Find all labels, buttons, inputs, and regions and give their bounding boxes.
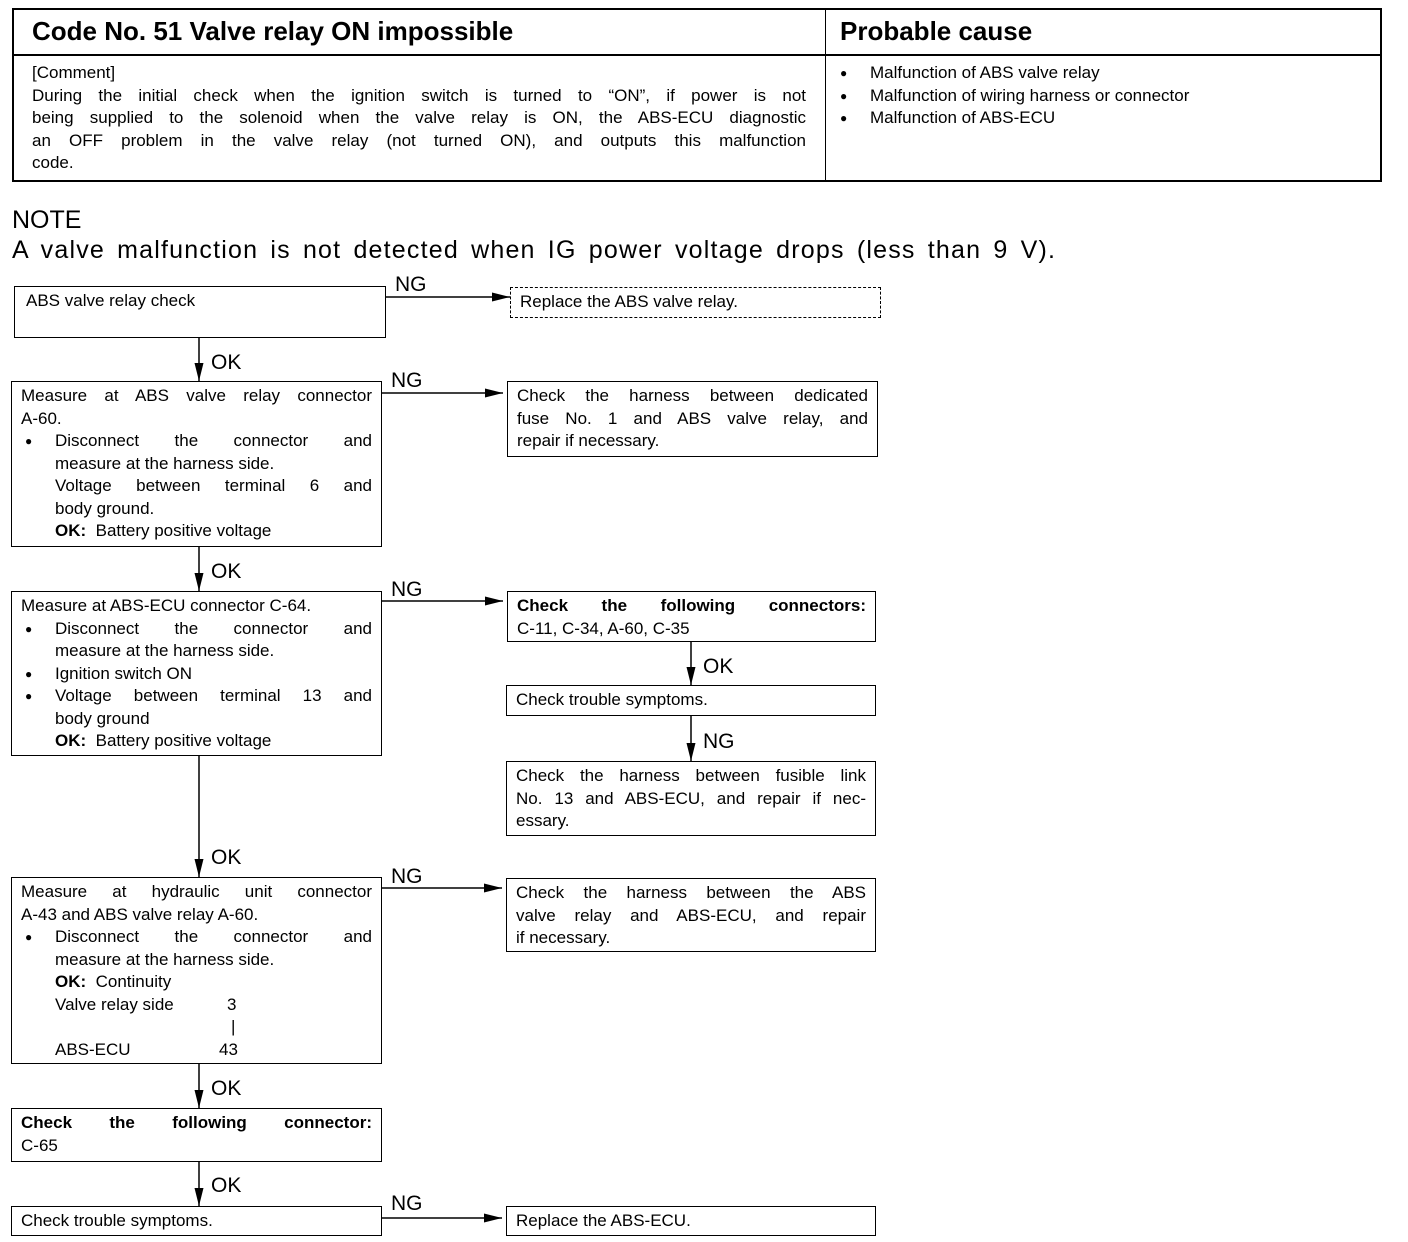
ok-criterion: Continuity <box>95 972 172 991</box>
ng-label: NG <box>703 730 735 753</box>
step-text: Measure at hydraulic unit connector <box>21 882 372 901</box>
result-text: No. 13 and ABS-ECU, and repair if nec- <box>516 788 866 808</box>
step-measure-ecu-connector <box>11 591 382 756</box>
step-relay-check <box>14 286 386 338</box>
result-text: if necessary. <box>516 928 611 947</box>
step-check-trouble-symptoms <box>11 1206 382 1236</box>
step-text: measure at the harness side. <box>55 949 275 969</box>
result-replace-ecu <box>506 1206 876 1236</box>
ok-label: OK <box>703 655 734 678</box>
ng-label: NG <box>391 578 423 601</box>
terminal-link: | <box>231 1017 236 1036</box>
step-check-connector-c65 <box>11 1108 382 1162</box>
ok-label: OK <box>211 1077 242 1100</box>
step-bullet: ● Disconnect the connector and <box>21 926 372 949</box>
step-bullet: ● Disconnect the connector and <box>21 618 372 641</box>
step-text: Check the following connector: <box>21 1113 372 1132</box>
comment-line: being supplied to the solenoid when the valve relay is ON, the ABS-ECU diagnostic <box>32 108 806 127</box>
step-bullet: ● Ignition switch ON <box>21 663 372 686</box>
result-check-connectors <box>507 591 876 642</box>
ok-label: OK <box>211 351 242 374</box>
note-text: A valve malfunction is not detected when IG power voltage drops (less than 9 V). <box>12 236 1057 264</box>
step-text: ABS valve relay check <box>26 291 196 310</box>
comment-line: code. <box>32 153 74 172</box>
probable-cause-title: Probable cause <box>840 16 1033 46</box>
step-bullet: ● Voltage between terminal 13 and <box>21 685 372 708</box>
comment-line: an OFF problem in the valve relay (not turned ON), and outputs this malfunction <box>32 130 806 150</box>
ok-criterion-label: OK: <box>55 972 87 991</box>
result-text: Replace the ABS valve relay. <box>520 292 738 311</box>
result-text: valve relay and ABS-ECU, and repair <box>516 905 866 925</box>
result-check-harness-relay-ecu <box>506 878 876 952</box>
ng-label: NG <box>391 1192 423 1215</box>
result-replace-relay <box>510 287 881 318</box>
note-label: NOTE <box>12 206 82 234</box>
ng-label: NG <box>391 865 423 888</box>
step-text: A-43 and ABS valve relay A-60. <box>21 904 259 924</box>
step-text: Voltage between terminal 6 and <box>55 476 372 495</box>
result-check-harness-fusible-link <box>506 761 876 836</box>
cause-item: ● Malfunction of ABS-ECU <box>836 107 1189 130</box>
result-text: Check the following connectors: <box>517 596 866 615</box>
ok-criterion: Battery positive voltage <box>95 521 272 540</box>
step-measure-relay-connector <box>11 381 382 547</box>
ng-label: NG <box>395 273 427 296</box>
ok-label: OK <box>211 846 242 869</box>
result-check-harness-fuse <box>507 381 878 457</box>
ok-label: OK <box>211 1174 242 1197</box>
result-text: Check the harness between dedicated <box>517 386 868 405</box>
result-text: Check the harness between the ABS <box>516 883 866 902</box>
result-text: Check trouble symptoms. <box>516 690 708 709</box>
ok-criterion-label: OK: <box>55 521 87 540</box>
step-text: A-60. <box>21 408 62 428</box>
comment-label: [Comment] <box>32 63 116 82</box>
step-measure-hydraulic-unit <box>11 877 382 1064</box>
code-title: Code No. 51 Valve relay ON impossible <box>32 16 514 46</box>
step-text: Measure at ABS valve relay connector <box>21 386 372 405</box>
step-text: body ground. <box>55 498 155 518</box>
step-text: Check trouble symptoms. <box>21 1211 213 1230</box>
result-text: fuse No. 1 and ABS valve relay, and <box>517 408 868 428</box>
step-bullet: ● Disconnect the connector and <box>21 430 372 453</box>
ok-label: OK <box>211 560 242 583</box>
result-text: repair if necessary. <box>517 431 660 450</box>
terminal-label: ABS-ECU <box>55 1039 131 1059</box>
step-text: Measure at ABS-ECU connector C-64. <box>21 596 312 615</box>
result-text: C-11, C-34, A-60, C-35 <box>517 618 690 638</box>
ok-criterion: Battery positive voltage <box>95 731 272 750</box>
terminal-value: 3 <box>227 994 237 1014</box>
comment-line: During the initial check when the ignition switch is turned to “ON”, if power is not <box>32 85 806 105</box>
terminal-value: 43 <box>219 1039 238 1059</box>
result-text: Replace the ABS-ECU. <box>516 1211 691 1230</box>
result-check-trouble-symptoms <box>506 685 876 716</box>
step-text: body ground <box>55 708 150 728</box>
cause-item: ● Malfunction of wiring harness or connector <box>836 85 1189 108</box>
result-text: Check the harness between fusible link <box>516 766 866 785</box>
result-text: essary. <box>516 811 570 830</box>
ok-criterion-label: OK: <box>55 731 87 750</box>
step-text: measure at the harness side. <box>55 641 275 660</box>
cause-item: ● Malfunction of ABS valve relay <box>836 62 1189 85</box>
terminal-label: Valve relay side <box>55 994 174 1014</box>
step-text: C-65 <box>21 1135 58 1155</box>
step-text: measure at the harness side. <box>55 453 275 473</box>
ng-label: NG <box>391 369 423 392</box>
